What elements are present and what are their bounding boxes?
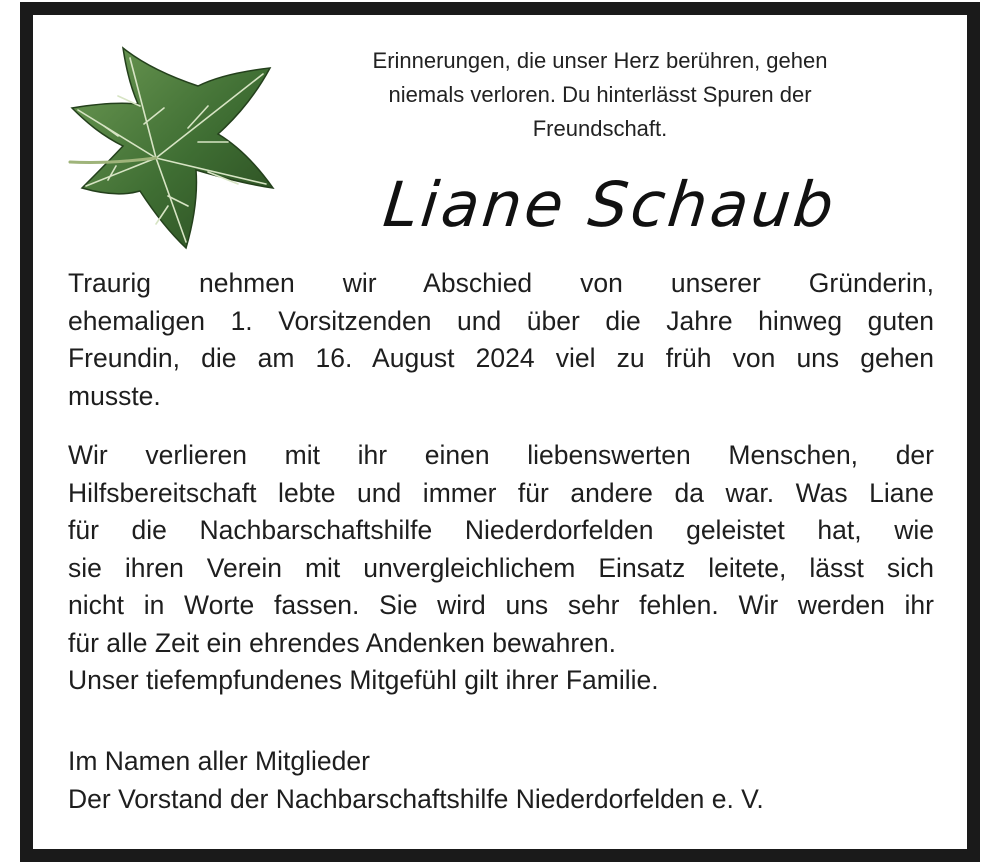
memorial-quote xyxy=(300,44,900,146)
text-line: sie ihren Verein mit unvergleichlichem Einsatz leitete, lässt sich xyxy=(68,552,934,583)
signature-organization: Der Vorstand der Nachbarschaftshilfe Niederdorfelden e. V. xyxy=(68,784,764,814)
text-line: Unser tiefempfundenes Mitgefühl gilt ihrer Familie. xyxy=(68,665,659,695)
farewell-paragraph xyxy=(68,265,934,415)
text-line: Wir verlieren mit ihr einen liebenswerten Menschen, der xyxy=(68,440,934,470)
ivy-leaf-icon xyxy=(68,46,278,251)
text-line: Hilfsbereitschaft lebte und immer für andere da war. Was Liane xyxy=(68,477,934,508)
quote-line: Freundschaft. xyxy=(532,116,668,141)
text-line: für alle Zeit ein ehrendes Andenken bewahren. xyxy=(68,627,617,658)
quote-line: niemals verloren. Du hinterlässt Spuren der xyxy=(388,82,812,107)
text-line: nicht in Worte fassen. Sie wird uns sehr fehlen. Wir werden ihr xyxy=(68,590,934,620)
tribute-paragraph xyxy=(68,437,934,700)
text-line: Traurig nehmen wir Abschied von unserer Gründerin, xyxy=(68,268,934,298)
text-line: Freundin, die am 16. August 2024 viel zu früh von uns gehen xyxy=(68,343,934,373)
text-line: für die Nachbarschaftshilfe Niederdorfelden geleistet hat, wie xyxy=(68,515,934,545)
quote-line: Erinnerungen, die unser Herz berühren, gehen xyxy=(372,48,828,73)
text-line: musste. xyxy=(68,380,161,411)
deceased-name: Liane Schaub xyxy=(380,168,840,241)
text-line: ehemaligen 1. Vorsitzenden und über die Jahre hinweg guten xyxy=(68,305,934,336)
signature-line: Im Namen aller Mitglieder xyxy=(68,746,370,776)
